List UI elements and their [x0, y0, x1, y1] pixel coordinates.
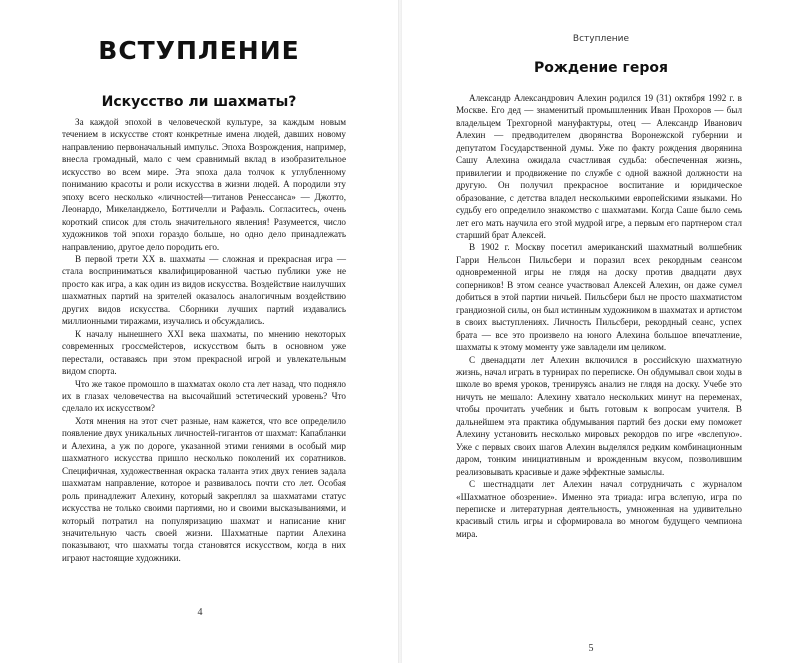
paragraph: В первой трети XX в. шахматы — сложная и прекрасная игра — стала восприниматься квалифицированной частью публики уже не просто как игра, а как один из видов искусства. Воздействие наилучших шахматных партий на зрителей оказалось аналогичным воздействию других видов искусства. Сборники лучших партий издавались миллионными тиражами, изучались и обсуждались. [62, 253, 346, 327]
paragraph: Хотя мнения на этот счет разные, нам кажется, что все определило появление двух уникальных личностей-гигантов от шахмат: Капабланки и Алехина, а уж по дороге, указанной этими гениями в особый мир шахматного искусства пришло несколько поколений их соратников. Специфичная, художественная окраска таланта этих двух гениев задала шахматам направление, которое и развивалось почти сто лет. Особая роль принадлежит Алехину, который закреплял за шахматами статус искусства не только своими партиями, но и своими высказываниями, и который потратил на популяризацию шахмат и написание книг значительную часть своей жизни. Шахматные партии Алехина показывают, что шахматы тогда становятся искусством, когда в них играют настоящие художники. [62, 415, 346, 563]
left-text-column [62, 116, 346, 564]
page-number-left: 4 [197, 607, 203, 618]
paragraph: За каждой эпохой в человеческой культуре, за каждым новым течением в искусстве стоят конкретные имена людей, давших новому направлению первоначальный импульс. Эпоха Возрождения, например, внесла громадный, мало с чем сравнимый вклад в изобразительное искусство во всем мире. Эта эпоха дала толчок к углубленному пониманию красоты и роли искусства в жизни людей. А породили эту эпоху всего несколько «личностей—титанов Ренессанса» — Джотто, Леонардо, Микеланджело, Боттичелли и Рафаэль. Согласитесь, очень короткий список для столь значительного явления! Разумеется, число художников той эпохи гораздо больше, но одно дело принадлежать направлению, другое дело породить его. [62, 117, 346, 252]
chapter-title: ВСТУПЛЕНИЕ [98, 36, 300, 65]
running-head: Вступление [572, 34, 630, 44]
section-title-hero: Рождение героя [534, 60, 668, 76]
page-number-right: 5 [588, 643, 594, 654]
left-page [0, 0, 398, 663]
paragraph: С двенадцати лет Алехин включился в российскую шахматную жизнь, начал играть в турнирах по переписке. Он обдумывал свои ходы в школе во время уроков, тренируясь анализ не глядя на доску. Учебе это ничуть не мешало: Алехину хватало нескольких минут на переменах, чтобы прочитать учебник и быть готовым к вопросам учителя. В дальнейшем эта практика обдумывания партий без доски ему поможет Алехину установить несколько мировых рекордов по игре «вслепую». Уже с первых своих шагов Алехин выделялся редким комбинационным даром, тонким инициативным и врожденным вкусом, позволившим реализовывать красивые и даже эффектные замыслы. [456, 354, 742, 477]
paragraph: В 1902 г. Москву посетил американский шахматный волшебник Гарри Нельсон Пильсбери и поразил всех рекордным сеансом одновременной игры не глядя на доску против двадцати двух соперников! В этом сеансе участвовал Алексей Алехин, он даже сумел добиться в этой партии ничьей. Пильсбери был не просто шахматистом грандиозной силы, он был истинным художником в шахматах и артистом в своих выступлениях. Личность Пильсбери, рекордный сеанс, успех брата — все это произвело на юного Алехина большое впечатление, шахматы к этому моменту уже завладели им целиком. [456, 242, 742, 353]
paragraph: Что же такое промошло в шахматах около ста лет назад, что подняло их в глазах человечества на высочайший эстетический уровень? Что сделало их искусством? [62, 378, 346, 414]
paragraph: Александр Александрович Алехин родился 19 (31) октября 1992 г. в Москве. Его дед — знаменитый промышленник Иван Прохоров — был владельцем Трехгорной мануфактуры, отец — Александр Иванович Алехин — предводителем дворянства Воронежской губернии и депутатом Государственной думы. Уже по факту рождения дворянина Сашу Алехина ожидала счастливая судьба: обеспеченная жизнь, привилегии и продвижение по службе с одной важной должности на другую. Он получил прекрасное воспитание и юридическое образование, с детства владел несколькими европейскими языками. Но судьбу его определило знакомство с шахматами. Когда Саше было семь лет его мать научила его этой мудрой игре, а первым его партнером стал старший брат Алексей. [456, 93, 742, 240]
section-title-art: Искусство ли шахматы? [101, 94, 297, 110]
paragraph: К началу нынешнего XXI века шахматы, по мнению некоторых современных гроссмейстеров, искусством быть в основном уже перестали, оставаясь при этом прекрасной игрой и увлекательным видом спорта. [62, 328, 346, 377]
right-page [402, 0, 800, 663]
right-text-column [456, 92, 742, 540]
paragraph: С шестнадцати лет Алехин начал сотрудничать с журналом «Шахматное обозрение». Именно эта триада: игра вслепую, игра по переписке и литературная деятельность, умноженная на удивительно красивый стиль игры и сформировала во многом будущего чемпиона мира. [456, 479, 742, 539]
